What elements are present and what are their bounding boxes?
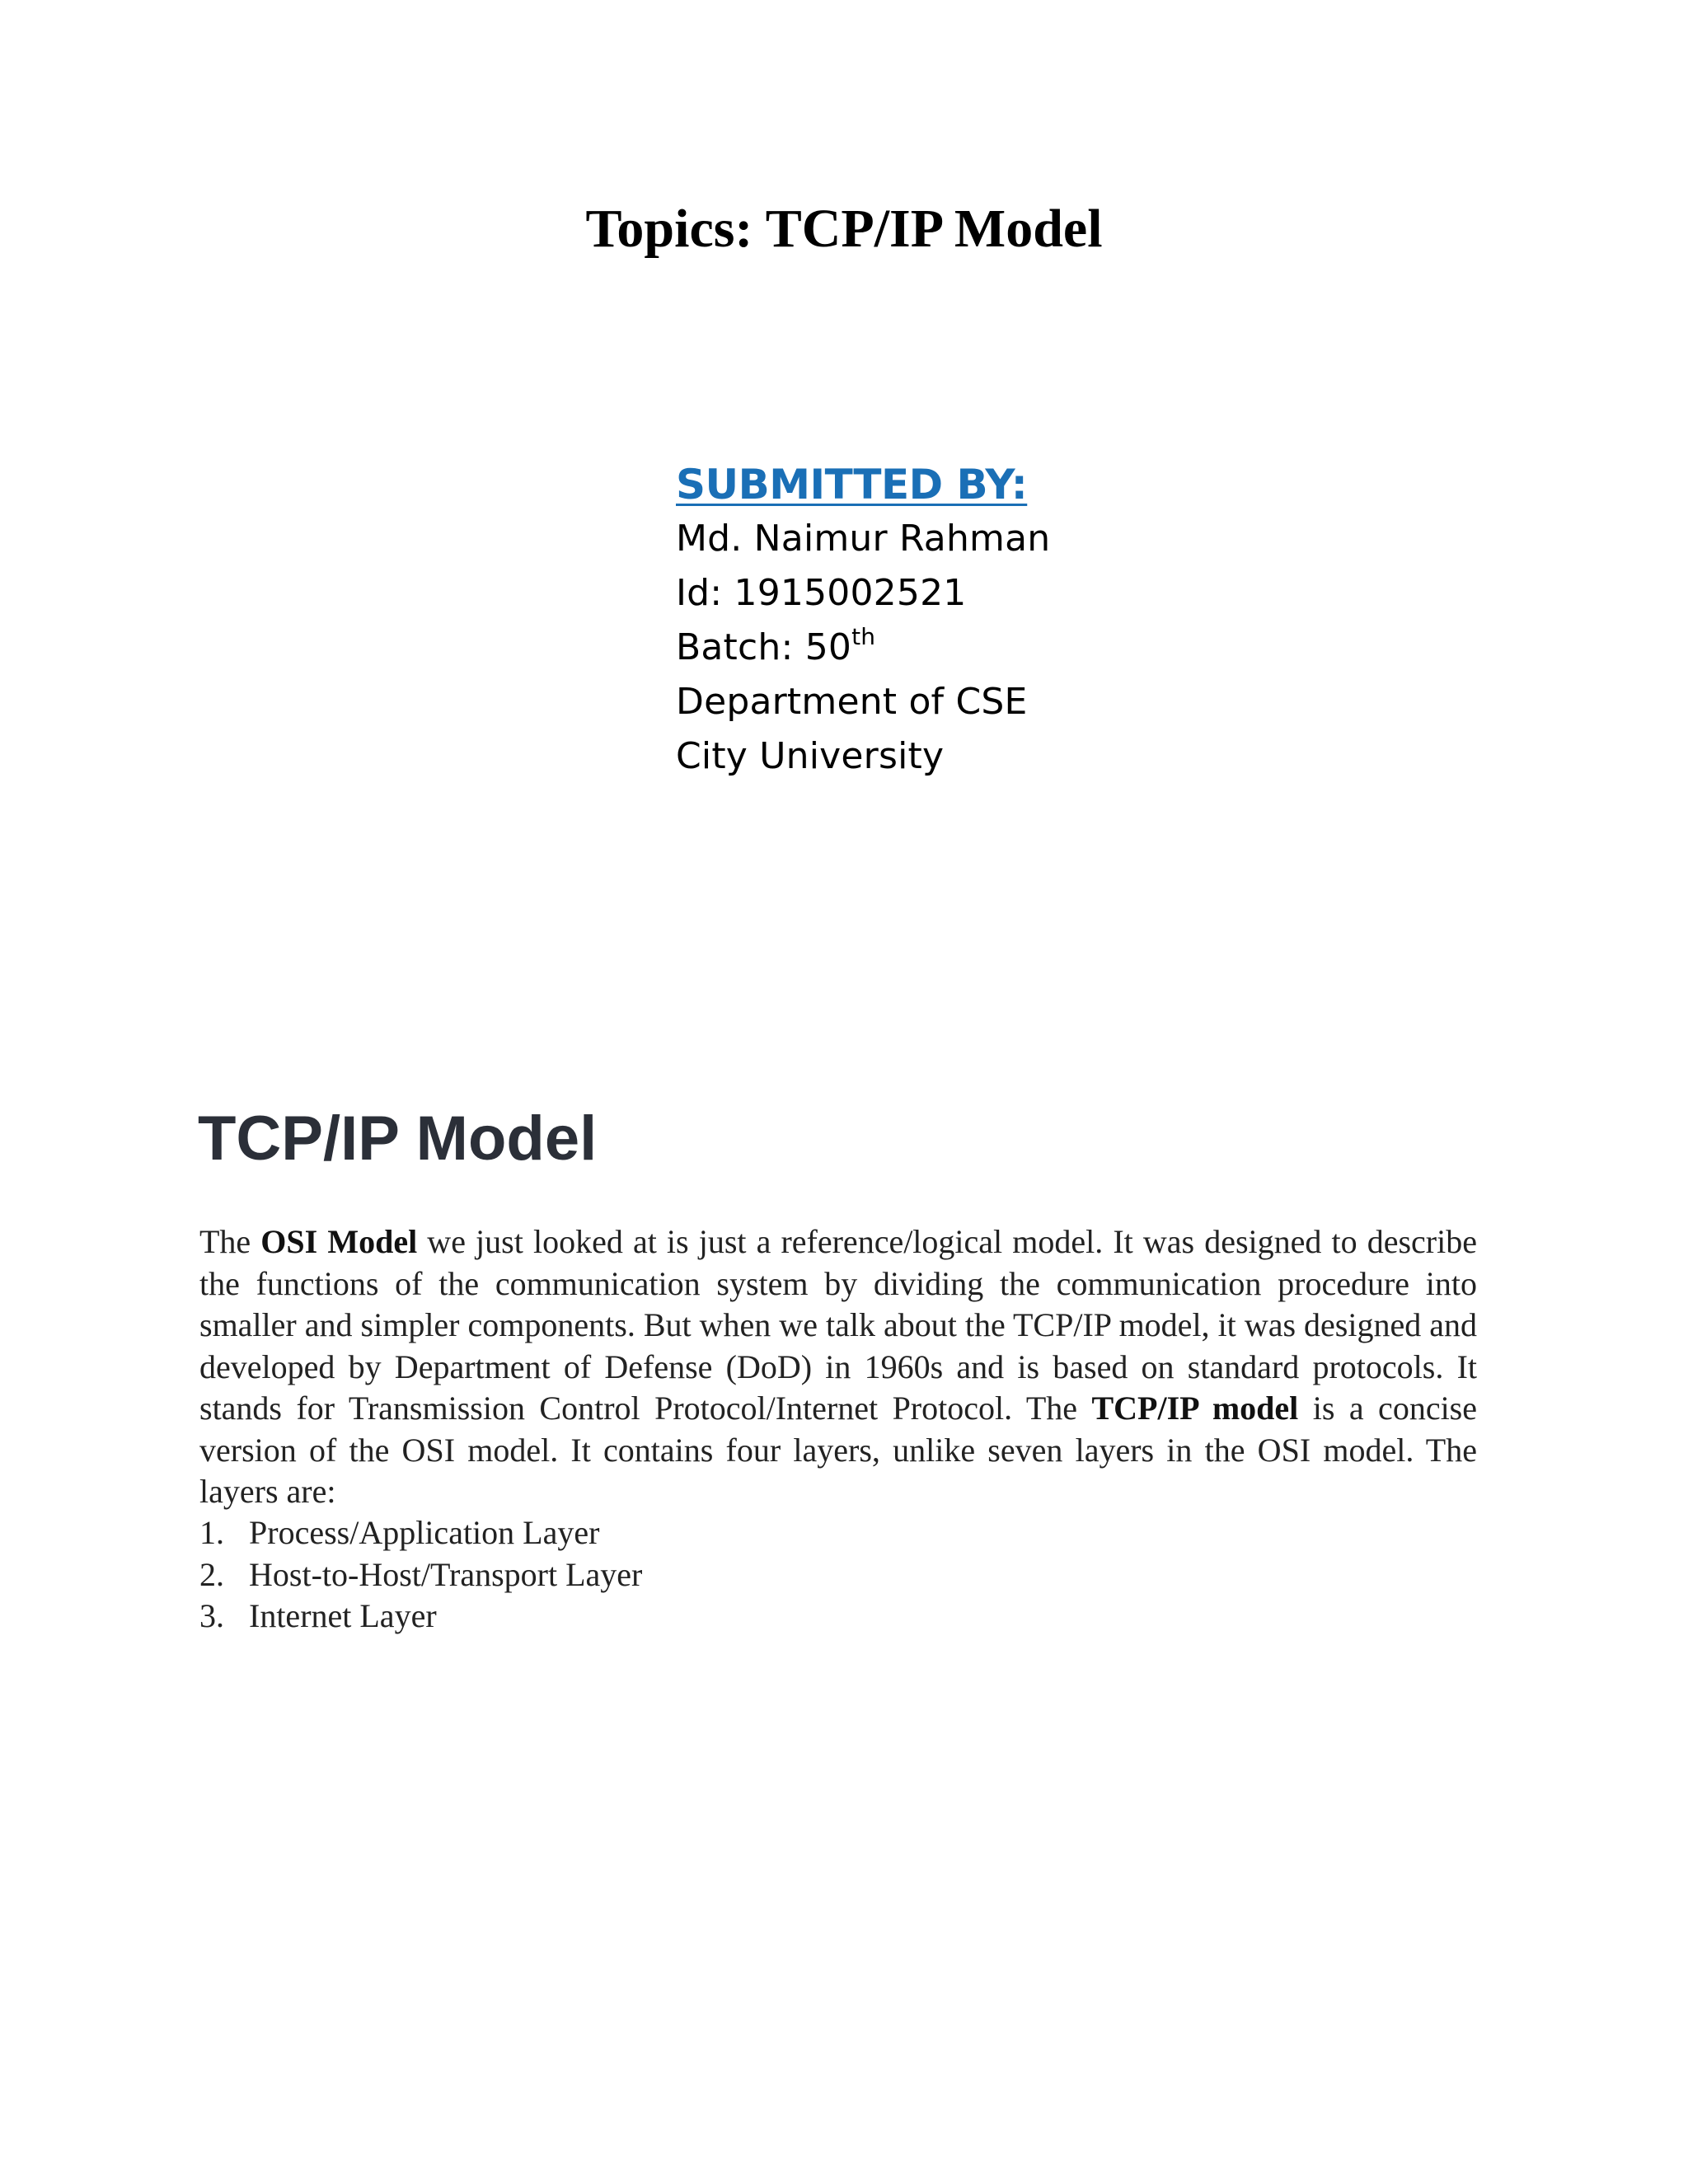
list-item-number: 3.	[199, 1597, 224, 1634]
student-id: Id: 1915002521	[676, 572, 967, 614]
student-university: City University	[676, 735, 945, 777]
list-item-label: Process/Application Layer	[249, 1514, 600, 1551]
intro-paragraph	[199, 1221, 1477, 1513]
submitted-by-block	[676, 457, 1050, 784]
list-item-number: 1.	[199, 1514, 224, 1551]
topic-title: Topics: TCP/IP Model	[585, 199, 1103, 259]
student-batch	[676, 621, 1050, 675]
list-item	[199, 1512, 642, 1554]
paragraph-text-2: we just looked at is just a reference/logical model. It was designed to describe the functions of the communication system by dividing the communication procedure into smaller and simpler components. But when we talk about the TCP/IP model, it was designed and developed by Department of Defense (DoD) in 1960s and is based on standard protocols. It stands for Transmission Control Protocol/Internet Protocol. The	[199, 1223, 1477, 1427]
list-item-label: Internet Layer	[249, 1597, 437, 1634]
paragraph-text-3: is a concise version of the OSI model. It contains four layers, unlike seven layers in the OSI model. The layers are:	[199, 1390, 1478, 1510]
submitted-by-heading: SUBMITTED BY:	[676, 461, 1028, 509]
layer-list	[199, 1512, 642, 1638]
paragraph-bold-tcpip: TCP/IP model	[1091, 1390, 1299, 1427]
batch-text: Batch: 50	[676, 626, 852, 668]
list-item	[199, 1554, 642, 1596]
batch-superscript: th	[851, 623, 876, 650]
student-name: Md. Naimur Rahman	[676, 518, 1051, 560]
section-heading: TCP/IP Model	[198, 1104, 598, 1174]
paragraph-text-1: The	[199, 1223, 261, 1260]
list-item-label: Host-to-Host/Transport Layer	[249, 1555, 643, 1593]
list-item-number: 2.	[199, 1555, 224, 1593]
paragraph-bold-osi: OSI Model	[260, 1223, 418, 1260]
list-item	[199, 1596, 642, 1638]
student-department: Department of CSE	[676, 681, 1028, 723]
